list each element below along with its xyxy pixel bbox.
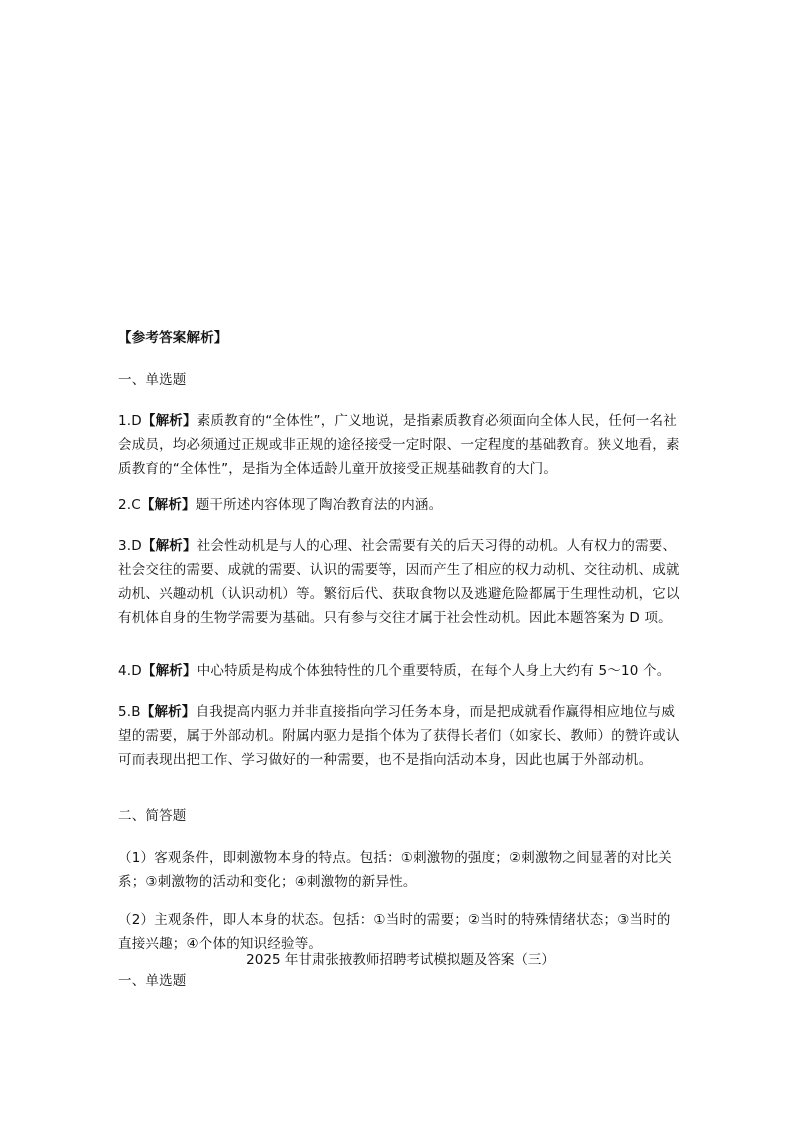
- answer-item-1: [118, 409, 683, 481]
- answer-text: 中心特质是构成个体独特性的几个重要特质，在每个人身上大约有 5～10 个。: [196, 663, 671, 679]
- answer-heading: 【参考答案解析】: [118, 330, 228, 346]
- analysis-tag: 【解析】: [141, 413, 197, 429]
- analysis-tag: 【解析】: [141, 663, 197, 679]
- answer-number: 5.B: [118, 704, 141, 720]
- analysis-tag: 【解析】: [141, 538, 197, 554]
- answer-item-3: [118, 534, 683, 630]
- analysis-tag: 【解析】: [140, 497, 196, 513]
- next-section-title: 一、单选题: [118, 973, 187, 989]
- answer-item-2: [118, 493, 683, 517]
- next-exam-title: 2025 年甘肃张掖教师招聘考试模拟题及答案（三）: [246, 952, 555, 968]
- section-title-single-choice: 一、单选题: [118, 372, 187, 388]
- analysis-tag: 【解析】: [140, 704, 196, 720]
- answer-number: 1.D: [118, 413, 142, 429]
- answer-text: 自我提高内驱力并非直接指向学习任务本身，而是把成就看作赢得相应地位与威望的需要，属于外部动机。附属内驱力是指个体为了获得长者们（如家长、教师）的赞许或认可而表现出把工作、学习做好的一种需要，也不是指向活动本身，因此也属于外部动机。: [118, 704, 680, 768]
- short-answer-2: （2）主观条件，即人本身的状态。包括：①当时的需要；②当时的特殊情绪状态；③当时的直接兴趣；④个体的知识经验等。: [118, 912, 671, 952]
- answer-text: 素质教育的“全体性”，广义地说，是指素质教育必须面向全体人民，任何一名社会成员，均必须通过正规或非正规的途径接受一定时限、一定程度的基础教育。狭义地看，素质教育的“全体性”，是指为全体适龄儿童开放接受正规基础教育的大门。: [118, 413, 680, 477]
- answer-number: 2.C: [118, 497, 141, 513]
- answer-text: 社会性动机是与人的心理、社会需要有关的后天习得的动机。人有权力的需要、社会交往的需要、成就的需要、认识的需要等，因而产生了相应的权力动机、交往动机、成就动机、兴趣动机（认识动机）等。繁衍后代、获取食物以及逃避危险都属于生理性动机，它以有机体自身的生物学需要为基础。只有参与交往才属于社会性动机。因此本题答案为 D 项。: [118, 538, 680, 626]
- answer-item-5: [118, 700, 683, 772]
- short-answer-1: （1）客观条件，即刺激物本身的特点。包括：①刺激物的强度；②刺激物之间显著的对比关系；③刺激物的活动和变化；④刺激物的新异性。: [118, 850, 672, 890]
- answer-number: 4.D: [118, 663, 142, 679]
- answer-text: 题干所述内容体现了陶冶教育法的内涵。: [195, 497, 443, 513]
- section-title-short-answer: 二、简答题: [118, 808, 187, 824]
- answer-item-4: [118, 659, 683, 683]
- answer-number: 3.D: [118, 538, 142, 554]
